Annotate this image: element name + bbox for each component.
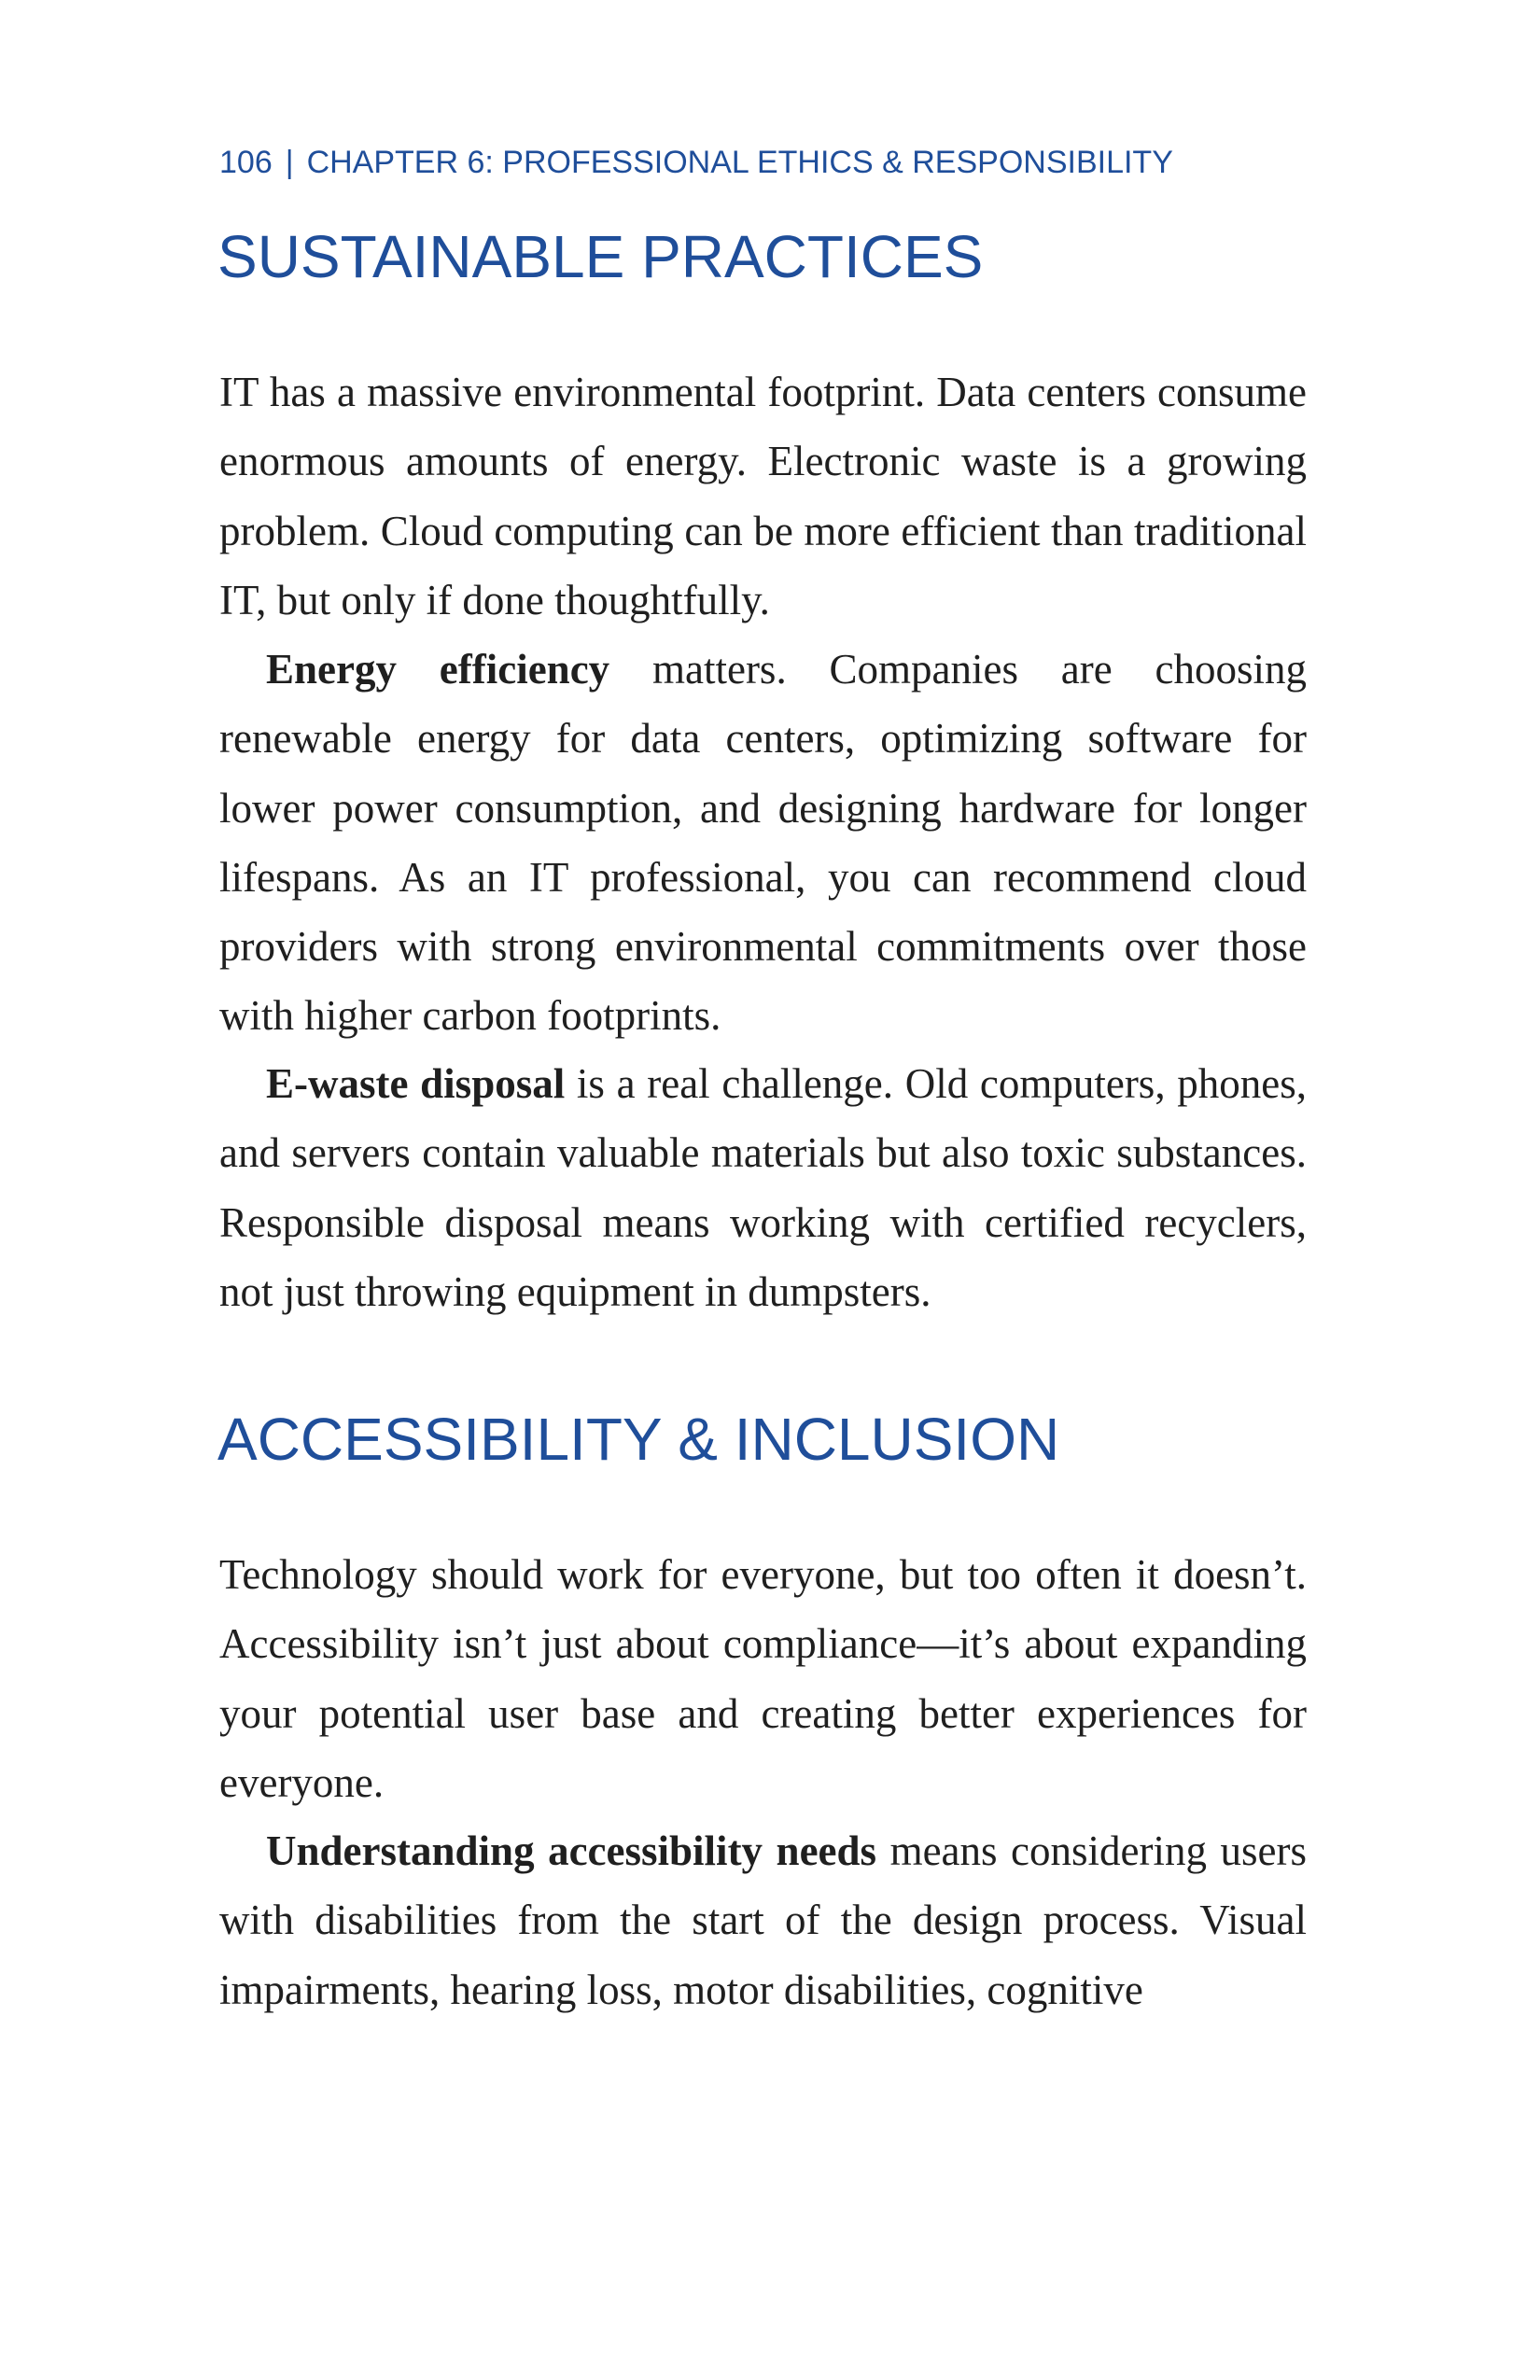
paragraph-understanding-accessibility bbox=[219, 1816, 1307, 2024]
paragraph-e-waste-disposal bbox=[219, 1049, 1307, 1326]
running-header bbox=[219, 145, 1339, 181]
page-number: 106 bbox=[219, 145, 273, 180]
section-heading-accessibility-inclusion: ACCESSIBILITY & INCLUSION bbox=[217, 1406, 1060, 1473]
bold-term-e-waste-disposal: E-waste disposal bbox=[266, 1060, 566, 1107]
header-separator: | bbox=[285, 145, 294, 180]
paragraph-text: IT has a massive environmental footprint. Data centers consume enormous amounts of energy. Electronic waste is a growing problem. Cloud computing can be more efficient than traditional IT, but only if done thoughtfully. bbox=[219, 369, 1307, 623]
chapter-title: CHAPTER 6: PROFESSIONAL ETHICS & RESPONSIBILITY bbox=[306, 145, 1173, 180]
section-heading-sustainable-practices: SUSTAINABLE PRACTICES bbox=[217, 223, 984, 290]
bold-term-energy-efficiency: Energy efficiency bbox=[266, 646, 610, 693]
paragraph-text: is a real challenge. Old computers, phones, and servers contain valuable materials but also toxic substances. Responsible disposal means working with certified recyclers, not just throwing equipment in dumpsters. bbox=[219, 1060, 1307, 1315]
paragraph-it-footprint bbox=[219, 357, 1307, 635]
paragraph-technology-for-everyone bbox=[219, 1540, 1307, 1817]
paragraph-text: means considering users with disabilities from the start of the design process. Visual impairments, hearing loss, motor disabilities, cognitive bbox=[219, 1827, 1307, 2013]
paragraph-energy-efficiency bbox=[219, 635, 1307, 1051]
bold-term-understanding-accessibility-needs: Understanding accessibility needs bbox=[266, 1827, 877, 1874]
paragraph-text: Technology should work for everyone, but too often it doesn’t. Accessibility isn’t just about compliance—it’s about expanding your potential user base and creating better experiences for everyone. bbox=[219, 1551, 1307, 1806]
paragraph-text: matters. Companies are choosing renewable energy for data centers, optimizing software for lower power consumption, and designing hardware for longer lifespans. As an IT professional, you can recommend cloud providers with strong environmental commitments over those with higher carbon footprints. bbox=[219, 646, 1307, 1040]
